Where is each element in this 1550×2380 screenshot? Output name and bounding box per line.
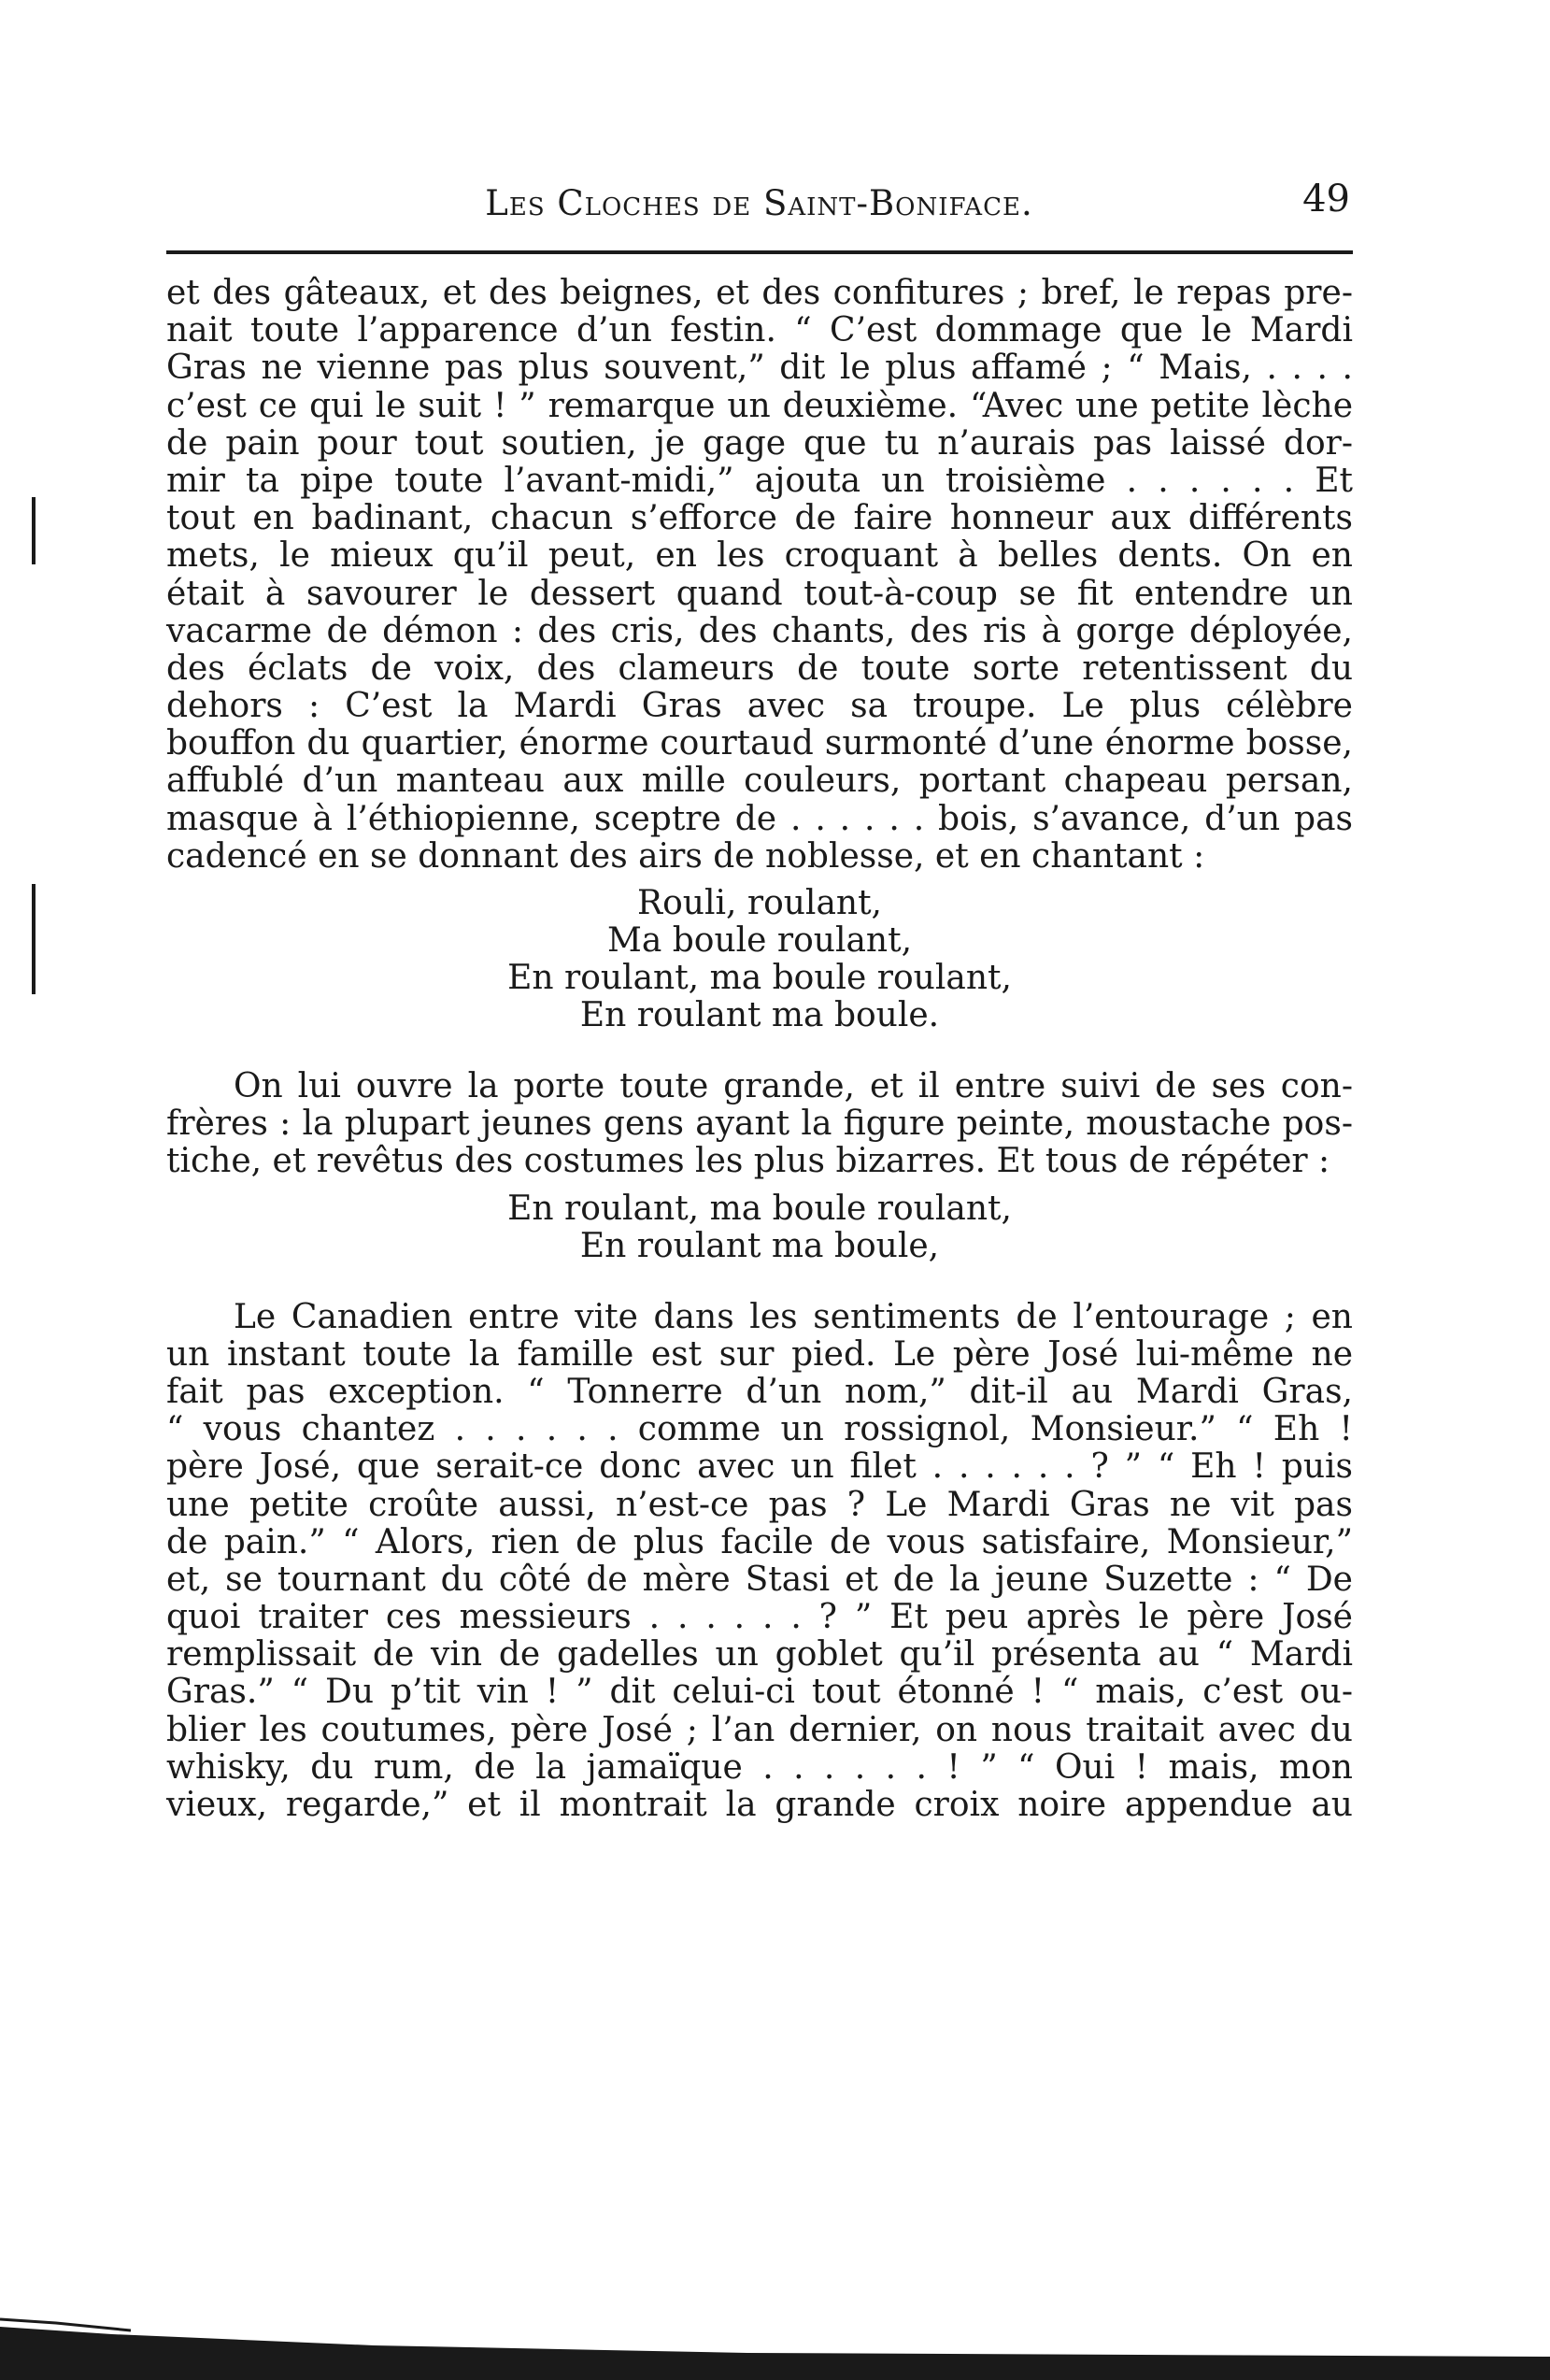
- text-line: de pain pour tout soutien, je gage que tu n’aurais pas laissé dor-: [166, 423, 1353, 463]
- running-head: [168, 178, 1350, 239]
- header-rule: [166, 250, 1353, 254]
- text-line: Gras ne vienne pas plus souvent,” dit le plus affamé ; “ Mais, . . . .: [166, 349, 1353, 388]
- text-line: vacarme de démon : des cris, des chants, des ris à gorge déployée,: [166, 611, 1353, 650]
- text-line: un instant toute la famille est sur pied. Le père José lui-même ne: [166, 1334, 1353, 1374]
- body-text: [166, 275, 1353, 1824]
- verse-line: Ma boule roulant,: [606, 921, 913, 960]
- text-line: de pain.” “ Alors, rien de plus facile de vous satisfaire, Monsieur,”: [166, 1522, 1353, 1561]
- margin-mark-upper: [32, 497, 36, 564]
- text-line: était à savourer le dessert quand tout-à-coup se fit entendre un: [166, 574, 1353, 613]
- verse-line: En roulant ma boule.: [579, 996, 940, 1034]
- text-line: frères : la plupart jeunes gens ayant la figure peinte, moustache pos-: [166, 1104, 1353, 1144]
- page-number: 49: [1302, 178, 1350, 221]
- paragraph: [166, 275, 1353, 876]
- text-line: dehors : C’est la Mardi Gras avec sa troupe. Le plus célèbre: [166, 687, 1353, 726]
- text-line: nait toute l’apparence d’un festin. “ C’est dommage que le Mardi: [166, 311, 1353, 350]
- text-line: bouffon du quartier, énorme courtaud surmonté d’une énorme bosse,: [166, 724, 1353, 763]
- verse-line: Rouli, roulant,: [636, 884, 883, 922]
- verse-line: En roulant, ma boule roulant,: [507, 1189, 1012, 1228]
- text-line: c’est ce qui le suit ! ” remarque un deuxième. “Avec une petite lèche: [166, 386, 1353, 425]
- text-line: Gras.” “ Du p’tit vin ! ” dit celui-ci tout étonné ! “ mais, c’est ou-: [166, 1673, 1353, 1712]
- text-line: quoi traiter ces messieurs . . . . . . ? ” Et peu après le père José: [166, 1598, 1353, 1637]
- verse-line: En roulant ma boule,: [579, 1226, 940, 1265]
- text-line: mir ta pipe toute l’avant-midi,” ajouta un troisième . . . . . . Et: [166, 461, 1353, 500]
- running-title: Les Cloches de Saint-Boniface.: [485, 183, 1033, 223]
- text-line: fait pas exception. “ Tonnerre d’un nom,” dit-il au Mardi Gras,: [166, 1372, 1353, 1411]
- text-line: vieux, regarde,” et il montrait la grande croix noire appendue au: [166, 1786, 1353, 1824]
- text-line: “ vous chantez . . . . . . comme un rossignol, Monsieur.” “ Eh !: [166, 1410, 1353, 1449]
- page-bottom-edge: [0, 2306, 1550, 2380]
- text-line: whisky, du rum, de la jamaïque . . . . . . ! ” “ Oui ! mais, mon: [166, 1747, 1353, 1787]
- text-line: Le Canadien entre vite dans les sentiments de l’entourage ; en: [234, 1297, 1353, 1336]
- paragraph: [166, 1068, 1353, 1181]
- text-line: et des gâteaux, et des beignes, et des confitures ; bref, le repas pre-: [166, 274, 1353, 312]
- text-line: et, se tournant du côté de mère Stasi et de la jeune Suzette : “ De: [166, 1560, 1353, 1599]
- text-line: remplissait de vin de gadelles un goblet qu’il présenta au “ Mardi: [166, 1635, 1353, 1675]
- text-line: père José, que serait-ce donc avec un filet . . . . . . ? ” “ Eh ! puis: [166, 1447, 1353, 1487]
- text-line: masque à l’éthiopienne, sceptre de . . . . . . bois, s’avance, d’un pas: [166, 799, 1353, 838]
- text-line: affublé d’un manteau aux mille couleurs, portant chapeau persan,: [166, 762, 1353, 801]
- text-line: cadencé en se donnant des airs de noblesse, et en chantant :: [166, 836, 1205, 876]
- paragraph: [166, 1299, 1353, 1825]
- text-line: mets, le mieux qu’il peut, en les croquant à belles dents. On en: [166, 536, 1353, 576]
- song-verse: [166, 885, 1353, 1034]
- text-line: tout en badinant, chacun s’efforce de faire honneur aux différents: [166, 499, 1353, 538]
- margin-mark-lower: [32, 884, 36, 994]
- verse-line: En roulant, ma boule roulant,: [507, 959, 1012, 997]
- text-line: des éclats de voix, des clameurs de toute sorte retentissent du: [166, 648, 1353, 688]
- text-line: une petite croûte aussi, n’est-ce pas ? Le Mardi Gras ne vit pas: [166, 1485, 1353, 1524]
- text-line: blier les coutumes, père José ; l’an dernier, on nous traitait avec du: [166, 1710, 1353, 1749]
- song-verse: [166, 1190, 1353, 1265]
- text-line: On lui ouvre la porte toute grande, et il entre suivi de ses con-: [234, 1067, 1353, 1105]
- text-line: tiche, et revêtus des costumes les plus bizarres. Et tous de répéter :: [166, 1142, 1330, 1181]
